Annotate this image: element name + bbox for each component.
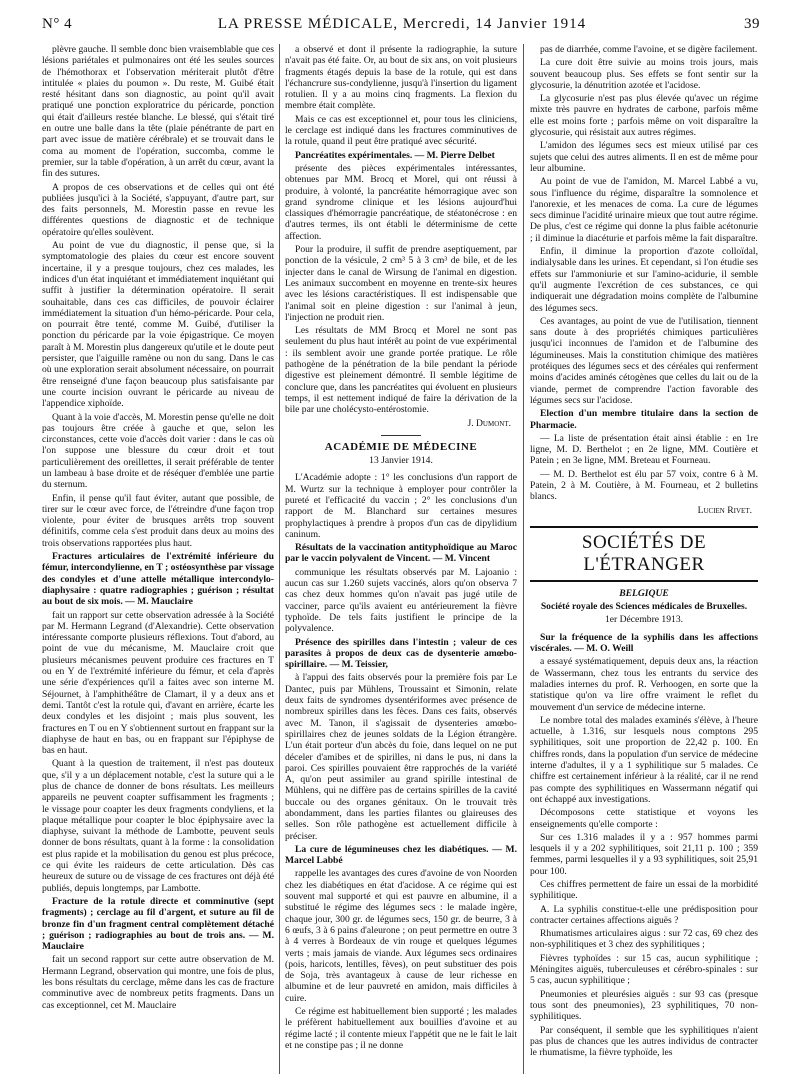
- paragraph: Quant à la voie d'accès, M. Morestin pense qu'elle ne doit pas toujours être créée à gauche et que, selon les circonstances, cette voie d'accès doit varier : dans le cas où l'on suppose une blessure du cœur droit et tout particulièrement des oreillettes, il serait préférable de tenter un lambeau à base droite et de réséquer d'emblée une partie du sternum.: [42, 411, 274, 491]
- article-heading: Election d'un membre titulaire dans la section de Pharmacie.: [530, 408, 758, 431]
- paragraph: Pneumonies et pleurésies aiguës : sur 93 cas (presque tous sont des pneumonies), 23 syphilitiques, 70 non-syphilitiques.: [530, 988, 758, 1023]
- paragraph: à l'appui des faits observés pour la première fois par Le Dantec, puis par Mühlens, Troussaint et Simonin, relate deux faits de syndromes dysentériformes avec présence de nombreux spirilles dans les fèces. Dans ces faits, observés avec M. Tanon, il s'agissait de dysenteries amœbo-spirillaires chez de jeunes soldats de la Légion étrangère. L'un était porteur d'un abcès du foie, dans lequel on ne put déceler d'amibes et de spirilles, ni dans le pus, ni dans la paroi. Ces spirilles pouvaient être rapprochés de la variété A, qu'on peut assimiler au grand spirille intestinal de Mühlens, qui ne diffère pas de certains spirilles de la cavité buccale ou des organes génitaux. On le trouvait très abondamment, dans les parties filantes ou glaireuses des selles. Son rôle pathogène est actuellement difficile à préciser.: [285, 672, 517, 842]
- paragraph: a essayé systématiquement, depuis deux ans, la réaction de Wassermann, chez tous les entrants du service des maladies internes du prof. R. Verhoogen, en sorte que la statistique qu'on va lire offre vraiment le reflet du mouvement d'un service de médecine interne.: [530, 656, 758, 713]
- section-date: 1er Décembre 1913.: [604, 614, 684, 626]
- paragraph: a observé et dont il présente la radiographie, la suture n'avait pas été faite. Or, au bout de six ans, on voit plusieurs fragments étagés depuis la base de la rotule, qui est dans l'échancrure sus-condylienne, jusqu'à l'insertion du ligament rotulien. Il y a au moins cinq fragments. La flexion du membre était complète.: [285, 44, 517, 112]
- paragraph: Au point de vue du diagnostic, il pense que, si la symptomatologie des plaies du cœur est encore souvent incertaine, il y a presque toujours, chez ces malades, les indices d'un état inquiétant et immédiatement inquiétant qui suffit à justifier la détermination opératoire. Il serait souhaitable, dans ces cas difficiles, de pouvoir éclairer immédiatement la situation d'un hémo-péricarde. Pour cela, on pourrait être tenté, comme M. Guibé, d'utiliser la ponction du péricarde par la voie épigastrique. Ce moyen paraît à M. Morestin plus dangereux qu'utile et le doute peut persister, que l'aiguille ramène ou non du sang. Dans le cas où une exploration serait absolument nécessaire, on pourrait être renseigné d'une façon beaucoup plus satisfaisante par une courte incision ouvrant le péricarde au niveau de l'appendice xiphoïde.: [42, 240, 274, 410]
- paragraph: fait un rapport sur cette observation adressée à la Société par M. Hermann Legrand (d'Alexandrie). Cette observation intéressante comporte plusieurs réflexions. Tout d'abord, au point de vue du mécanisme, M. Mauclaire croit que plusieurs mécanismes peuvent produire ces fractures en T ou en Y de l'extrémité inférieure du fémur, et cela d'après une série d'expériences qu'il a faites avec son interne M. Séjournet, à l'amphithéâtre de Clamart, il y a deux ans et demi. Tantôt c'est la rotule qui, d'avant en arrière, écarte les deux condyles et les disjoint ; mais plus souvent, les fractures en T ou en Y s'obtiennent surtout en frappant sur la diaphyse de haut en bas, ou en frappant sur l'épiphyse de bas en haut.: [42, 609, 274, 757]
- article-heading: Présence des spirilles dans l'intestin ; valeur de ces parasites à propos de deux cas de dysenterie amœbo-spirillaire. — M. Teissier,: [285, 636, 517, 671]
- issue-number: N° 4: [42, 16, 73, 32]
- paragraph: Rhumatismes articulaires aigus : sur 72 cas, 69 chez des non-syphilitiques et 3 chez des syphilitiques ;: [530, 928, 758, 951]
- article-heading: Pancréatites expérimentales. — M. Pierre Delbet: [295, 149, 495, 161]
- paragraph: plèvre gauche. Il semble donc bien vraisemblable que ces lésions pariétales et pulmonaires ont été les seules sources de l'hémothorax et l'observation mériterait plutôt d'être intitulée « plaies du poumon ». Du reste, M. Guibé était resté hésitant dans son diagnostic, au point qu'il avait pratiqué une ponction exploratrice du péricarde, ponction qui était d'ailleurs restée blanche. Le blessé, qui s'était tiré en outre une balle dans la tête (plaie pénétrante de part en part avec issue de matière cérébrale) et se trouvait dans le coma au moment de l'opération, succomba, comme le premier, sur la table d'opération, à un arrêt du cœur, avant la fin des sutures.: [42, 44, 274, 180]
- paragraph: La glycosurie n'est pas plus élevée qu'avec un régime mixte très pauvre en hydrates de carbone, parfois même elle est moins forte ; parfois même on voit disparaître la glycosurie, qui résistait aux autres régimes.: [530, 93, 758, 139]
- paragraph: Ces chiffres permettent de faire un essai de la morbidité syphilitique.: [530, 879, 758, 902]
- column-rule: [279, 44, 280, 1074]
- paragraph: L'Académie adopte : 1° les conclusions d'un rapport de M. Wurtz sur la technique à employer pour contrôler la pureté et l'efficacité du vaccin ; 2° les conclusions d'un rapport de M. Blanchard sur certaines mesures prophylactiques à prendre à propos d'un cas de dipylidium caninum.: [285, 472, 517, 540]
- paragraph: pas de diarrhée, comme l'avoine, et se digère facilement.: [540, 44, 758, 55]
- paragraph: Au point de vue de l'amidon, M. Marcel Labbé a vu, sous l'influence du régime, disparaître la somnolence et l'anorexie, et les menaces de coma. La cure de légumes secs diminue l'acidité urinaire mieux que tout autre régime. De plus, c'est ce régime qui donne la plus faible acétonurie ; il diminue la diacéturie et parfois même la fait disparaître.: [530, 176, 758, 244]
- paragraph: Le nombre total des malades examinés s'élève, à l'heure actuelle, à 1.316, sur lesquels nous comptons 295 syphilitiques, soit une proportion de 22,42 p. 100. En chiffres ronds, dans la population d'un service de médecine interne d'adultes, il y a 1 syphilitique sur 5 malades. Ce chiffre est certainement inférieur à la réalité, car il ne rend pas compte des syphilitiques en Wassermann négatif qui ont échappé aux investigations.: [530, 714, 758, 805]
- journal-title: LA PRESSE MÉDICALE, Mercredi, 14 Janvier 1914: [217, 16, 587, 32]
- paragraph: Sur ces 1.316 malades il y a : 957 hommes parmi lesquels il y a 202 syphilitiques, soit 21,11 p. 100 ; 359 femmes, parmi lesquelles il y a 93 syphilitiques, soit 25,91 pour 100.: [530, 831, 758, 877]
- article-heading: Fracture de la rotule directe et comminutive (sept fragments) ; cerclage au fil d'argent, et suture au fil de bronze fin d'un fragment central complètement détaché ; guérison ; radiographies au bout de trois ans. — M. Mauclaire: [42, 895, 274, 953]
- paragraph: Enfin, il pense qu'il faut éviter, autant que possible, de tirer sur le cœur avec force, de l'étreindre d'une façon trop violente, pour éviter de brusques arrêts trop souvent définitifs, comme cela s'est produit dans deux au moins des trois observations rapportées plus haut.: [42, 492, 274, 549]
- column-3: [530, 44, 758, 1074]
- paragraph: Enfin, il diminue la proportion d'azote colloïdal, indialysable dans les urines. Et cependant, si l'on étudie ses effets sur l'ammoniurie et sur l'amino-acidurie, il semble qu'il augmente l'excrétion de ces substances, ce qui indiquerait une dégradation moins complète de l'albumine des légumes secs.: [530, 246, 758, 314]
- section-title: ACADÉMIE DE MÉDECINE: [324, 440, 478, 453]
- page-header: [42, 16, 760, 40]
- article-heading: Résultats de la vaccination antityphoïdique au Maroc par le vaccin polyvalent de Vincent. — M. Vincent: [285, 542, 517, 565]
- paragraph: — M. D. Berthelot est élu par 57 voix, contre 6 à M. Patein, 2 à M. Coutière, à M. Fourneau, et 2 bulletins blancs.: [530, 468, 758, 503]
- paragraph: Décomposons cette statistique et voyons les enseignements qu'elle comporte :: [530, 807, 758, 830]
- paragraph: Ces avantages, au point de vue de l'utilisation, tiennent sans doute à des propriétés chimiques particulières jusqu'ici inconnues de l'amidon et de l'albumine des légumineuses. Mais la constitution chimique des matières protéiques des légumes secs et des céréales qui renferment moins d'acides aminés cétogènes que celles du lait ou de la viande, permet de comprendre l'action favorable des légumes secs sur l'acidose.: [530, 315, 758, 406]
- paragraph: fait un second rapport sur cette autre observation de M. Hermann Legrand, observation qui montre, une fois de plus, les bons résultats du cerclage, même dans les cas de fracture comminutive avec de nombreux petits fragments. Dans un cas exceptionnel, cet M. Mauclaire: [42, 954, 274, 1011]
- column-rule: [523, 44, 524, 1074]
- article-heading: Sur la fréquence de la syphilis dans les affections viscérales. — M. O. Weill: [530, 631, 758, 655]
- society-heading: Société royale des Sciences médicales de Bruxelles.: [540, 601, 748, 613]
- paragraph: La cure doit être suivie au moins trois jours, mais souvent beaucoup plus. Ses effets se font sentir sur la glycosurie, la dénutrition azotée et l'acidose.: [530, 57, 758, 91]
- paragraph: Les résultats de MM Brocq et Morel ne sont pas seulement du plus haut intérêt au point de vue expérimental : ils semblent avoir une grande portée pratique. Le rôle pathogène de la pénétration de la bile pendant la période digestive est pleinement démontré. Il semble légitime de conclure que, dans les pancréatites qui évoluent en plusieurs temps, il est nettement indiqué de faire la dérivation de la bile par une cholécysto-entérostomie.: [285, 325, 517, 416]
- section-banner: SOCIÉTÉS DE L'ÉTRANGER: [530, 526, 758, 582]
- paragraph: Par conséquent, il semble que les syphilitiques n'aient pas plus de chances que les autres individus de contracter le rhumatisme, la fièvre typhoïde, les: [530, 1024, 758, 1059]
- divider: [381, 435, 421, 436]
- paragraph: A. La syphilis constitue-t-elle une prédisposition pour contracter certaines affections aiguës ?: [530, 903, 758, 926]
- paragraph: communique les résultats observés par M. Lajoanio : aucun cas sur 1.260 sujets vaccinés, alors qu'on observa 7 cas chez deux hommes qu'on n'avait pas jugé utile de vacciner, parce qu'ils avaient eu antérieurement la fièvre typhoïde. De tels faits justifient le principe de la polyvalence.: [285, 566, 517, 635]
- paragraph: présente des pièces expérimentales intéressantes, obtenues par MM. Brocq et Morel, qui ont réussi à produire, à volonté, la pancréatite hémorragique avec son grand syndrome clinique et les lésions aujourd'hui classiques d'hémorragie pancréatique, de stéatonécrose : en d'autres termes, ils ont établi le déterminisme de cette affection.: [285, 162, 517, 242]
- paragraph: rappelle les avantages des cures d'avoine de von Noorden chez les diabétiques en état d'acidose. A ce régime qui est souvent mal supporté et qui est pauvre en albumine, il a substitué le régime des légumes secs : le malade ingère, chaque jour, 300 gr. de légumes secs, 150 gr. de beurre, 3 à 6 œufs, 3 à 6 pains d'aleurone ; on peut permettre en outre 3 à 4 verres à Bordeaux de vin rouge et quelques légumes verts ; mais jamais de viande. Aux légumes secs ordinaires (pois, haricots, lentilles, fèves), on peut substituer des pois de Soja, très avantageux à cause de leur richesse en albumine et de leur pauvreté en amidon, mais difficiles à cuire.: [285, 868, 517, 1004]
- paragraph: Quant à la question de traitement, il n'est pas douteux que, s'il y a un déplacement notable, c'est la suture qui a le plus de chance de donner de bons résultats. Les meilleurs appareils ne peuvent coapter suffisamment les fragments ; le vissage pour coapter les deux fragments condyliens, et la plaque métallique pour coapter le bloc épiphysaire avec la diaphyse, suivant la méthode de Lambotte, peuvent seuls donner de bons résultats, quant à la forme : la consolidation est plus rapide et la mobilisation du genou est plus précoce, ce qui évite les raideurs de cette articulation. Dès cas heureux de suture ou de vissage de ces fractures ont déjà été publiés, depuis longtemps, par Lambotte.: [42, 758, 274, 894]
- paragraph: — La liste de présentation était ainsi établie : en 1re ligne, M. D. Berthelot ; en 2e ligne, MM. Coutière et Patein ; en 3e ligne, MM. Breteau et Fourneau.: [530, 432, 758, 467]
- article-heading: Fractures articulaires de l'extrémité inférieure du fémur, intercondylienne, en T ; ostéosynthèse par vissage des condyles et d'une attelle métallique intercondylo-diaphysaire : quatre radiographies ; guérison ; résultat au bout de six mois. — M. Mauclaire: [42, 551, 274, 608]
- page-number: 39: [744, 16, 760, 32]
- paragraph: Fièvres typhoïdes : sur 15 cas, aucun syphilitique ; Méningites aiguës, tuberculeuses et cérébro-spinales : sur 5 cas, aucun syphilitique ;: [530, 952, 758, 987]
- article-heading: La cure de légumineuses chez les diabétiques. — M. Marcel Labbé: [285, 843, 517, 867]
- section-date: 13 Janvier 1914.: [369, 455, 433, 467]
- paragraph: Ce régime est habituellement bien supporté ; les malades le préfèrent habituellement aux bouillies d'avoine et au régime lacté ; il contente mieux l'appétit que ne le fait le lait et ne constipe pas ; il ne donne: [285, 1006, 517, 1051]
- paragraph: A propos de ces observations et de celles qui ont été publiées jusqu'ici à la Société, s'appuyant, d'autre part, sur des faits personnels, M. Morestin passe en revue les différentes questions de diagnostic et de technique opératoire qu'elles soulèvent.: [42, 181, 274, 238]
- paragraph: Pour la produire, il suffit de prendre aseptiquement, par ponction de la vésicule, 2 cm³ 5 à 3 cm³ de bile, et de les injecter dans le canal de Wirsung de l'animal en digestion. Les animaux succombent en moyenne en trente-six heures avec les lésions caractéristiques. Il est indispensable que l'animal soit en pleine digestion : sur l'animal à jeun, l'injection ne produit rien.: [285, 244, 517, 323]
- country-heading: BELGIQUE: [619, 587, 669, 599]
- author-signature: Lucien Rivet.: [697, 504, 752, 516]
- paragraph: Mais ce cas est exceptionnel et, pour tous les cliniciens, le cerclage est indiqué dans les fractures comminutives de la rotule, quand il peut être pratiqué avec sécurité.: [285, 113, 517, 148]
- column-2: [285, 44, 517, 1074]
- column-1: [42, 44, 274, 1074]
- author-signature: J. Dumont.: [467, 417, 511, 429]
- paragraph: L'amidon des légumes secs est mieux utilisé par ces sujets que celui des autres aliments. Il en est de même pour leur albumine.: [530, 140, 758, 174]
